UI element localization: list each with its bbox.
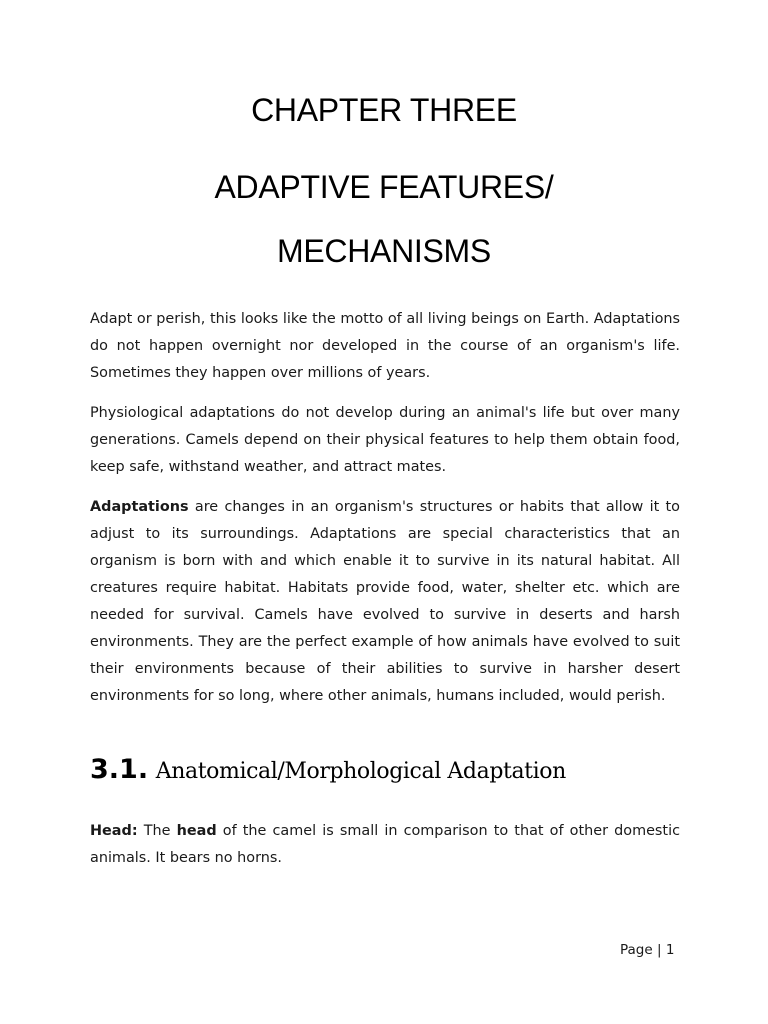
paragraph-intro: Adapt or perish, this looks like the motto of all living beings on Earth. Adaptations do not happen overnight nor developed in the course of an organism's life. Sometimes they happen over millions of years. bbox=[90, 311, 680, 381]
paragraph-physiological: Physiological adaptations do not develop during an animal's life but over many generations. Camels depend on their physical features to help them obtain food, keep safe, withstand weather, and attract mates. bbox=[90, 405, 680, 475]
section-heading bbox=[90, 754, 566, 785]
chapter-subtitle-line2: MECHANISMS bbox=[277, 233, 491, 269]
page-number: Page | 1 bbox=[620, 942, 675, 958]
paragraph-adaptations-text: are changes in an organism's structures or habits that allow it to adjust to its surroundings. Adaptations are special characteristics that an organism is born with and which enable it to survive in its natural habitat. All creatures require habitat. Habitats provide food, water, shelter etc. which are needed for survival. Camels have evolved to survive in deserts and harsh environments. They are the perfect example of how animals have evolved to suit their environments because of their abilities to survive in harsher desert environments for so long, where other animals, humans included, would perish. bbox=[90, 499, 680, 704]
section-number: 3.1. bbox=[90, 754, 149, 785]
chapter-subtitle-line1: ADAPTIVE FEATURES/ bbox=[214, 169, 554, 205]
paragraph-head bbox=[90, 818, 680, 872]
head-pre: The bbox=[137, 823, 177, 839]
head-label: Head: bbox=[90, 823, 138, 839]
term-adaptations: Adaptations bbox=[90, 499, 189, 515]
section-title: Anatomical/Morphological Adaptation bbox=[155, 759, 566, 784]
chapter-title: CHAPTER THREE bbox=[251, 92, 517, 128]
paragraph-adaptations bbox=[90, 494, 680, 710]
head-text: of the camel is small in comparison to that of other domestic animals. It bears no horns. bbox=[90, 823, 680, 866]
term-head: head bbox=[176, 823, 217, 839]
